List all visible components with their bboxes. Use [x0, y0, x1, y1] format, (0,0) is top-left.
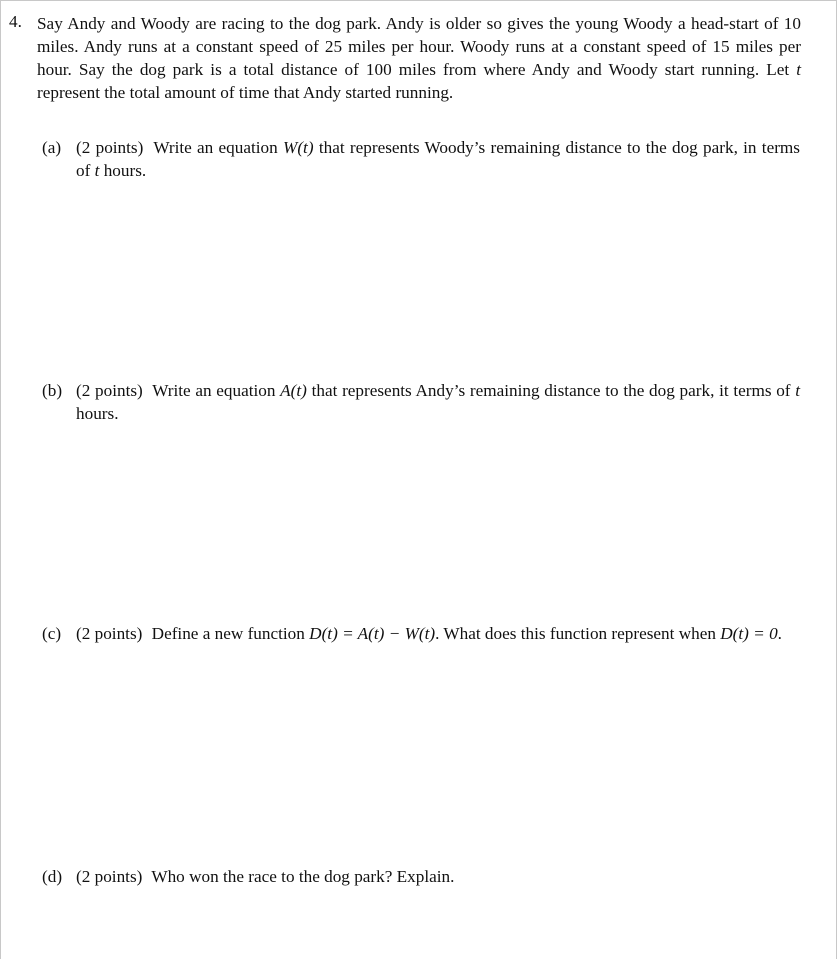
- part-a-points: (2 points): [76, 138, 144, 157]
- part-c-condition: D(t) = 0: [720, 624, 778, 643]
- part-b-argument: (t): [290, 381, 307, 400]
- part-a-text: Write an equation: [153, 138, 283, 157]
- part-b: [42, 379, 800, 425]
- part-a-text-3: hours.: [99, 161, 147, 180]
- problem-4: [9, 12, 801, 104]
- part-d-points: (2 points): [76, 867, 143, 886]
- part-c-equation: D(t) = A(t) − W(t): [309, 624, 436, 643]
- part-b-text-2: that represents Andy’s remaining distance to the dog park, it terms of: [306, 381, 796, 400]
- part-a-text-2: that represents Woody’s remaining distance to the dog park, in terms of: [76, 138, 800, 180]
- part-b-variable: t: [795, 381, 801, 400]
- part-a-label: (a): [42, 138, 62, 157]
- part-b-text: Write an equation: [152, 381, 281, 400]
- part-a-argument: (t): [297, 138, 314, 157]
- part-b-points: (2 points): [76, 381, 143, 400]
- part-d: [42, 865, 800, 888]
- problem-text: Say Andy and Woody are racing to the dog park. Andy is older so gives the young Woody a head-start of 10 miles. Andy runs at a constant speed of 25 miles per hour. Woody runs at a constant speed of 15 miles per hour. Say the dog park is a total distance of 100 miles from where Andy and Woody start running. Let: [37, 14, 801, 79]
- part-a: [42, 136, 800, 182]
- problem-number: 4.: [9, 12, 22, 31]
- part-a-body: [76, 136, 800, 182]
- part-c-body: [76, 622, 800, 645]
- part-d-body: [76, 865, 800, 888]
- part-a-function: W: [283, 138, 298, 157]
- problem-text-end: represent the total amount of time that Andy started running.: [37, 83, 454, 102]
- part-a-variable: t: [94, 161, 100, 180]
- part-b-text-3: hours.: [76, 404, 119, 423]
- part-c: [42, 622, 800, 645]
- part-c-label: (c): [42, 624, 62, 643]
- part-c-points: (2 points): [76, 624, 143, 643]
- part-d-label: (d): [42, 867, 63, 886]
- part-c-text-3: .: [777, 624, 782, 643]
- problem-variable: t: [796, 60, 801, 79]
- part-b-function: A: [280, 381, 291, 400]
- problem-statement: [37, 12, 801, 104]
- part-c-text-2: . What does this function represent when: [435, 624, 721, 643]
- part-b-body: [76, 379, 800, 425]
- part-d-text: Who won the race to the dog park? Explain.: [151, 867, 455, 886]
- part-b-label: (b): [42, 381, 63, 400]
- part-c-text: Define a new function: [151, 624, 310, 643]
